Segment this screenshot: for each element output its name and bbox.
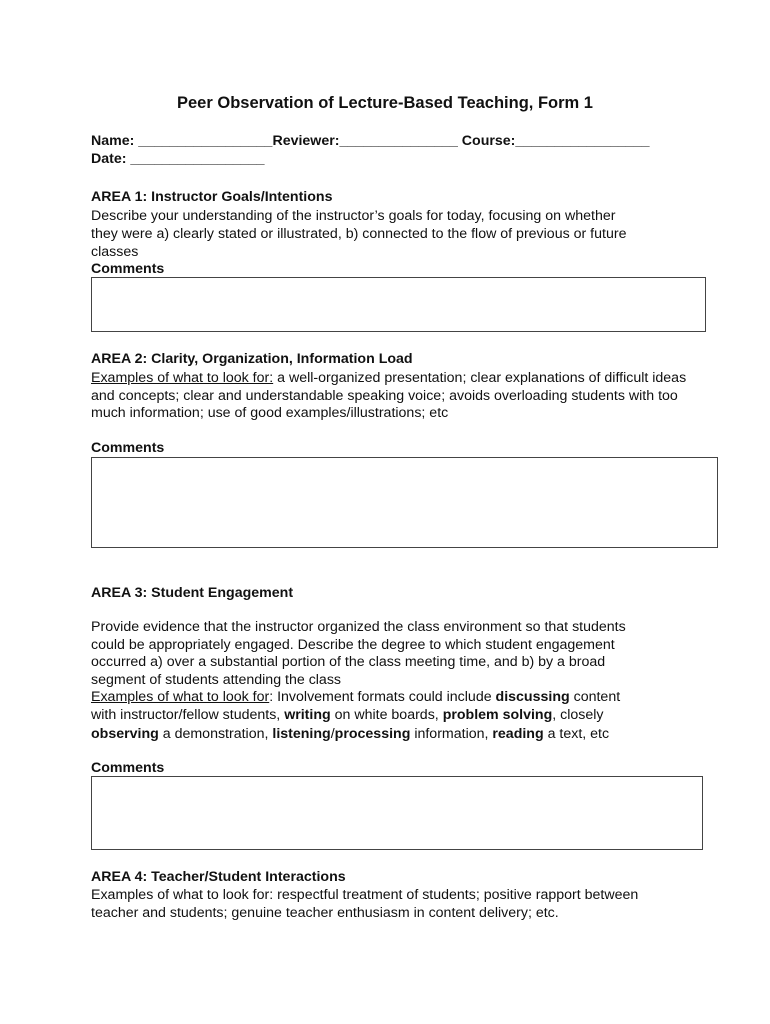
area3-text-line: could be appropriately engaged. Describe the degree to which student engagement xyxy=(91,637,615,653)
area2-text-line: and concepts; clear and understandable speaking voice; avoids overloading students with too xyxy=(91,388,678,404)
text-span: on white boards, xyxy=(330,707,443,723)
text-span: , closely xyxy=(552,707,604,723)
name-field[interactable]: Name: _________________ xyxy=(91,133,273,149)
text-span: / xyxy=(330,726,335,742)
text-span: a text, etc xyxy=(543,726,610,742)
text-span: : Involvement formats could include xyxy=(269,689,496,705)
area1-comments-box[interactable] xyxy=(91,277,706,332)
area3-heading: AREA 3: Student Engagement xyxy=(91,585,294,601)
area2-heading: AREA 2: Clarity, Organization, Information Load xyxy=(91,351,413,367)
area1-comments-label: Comments xyxy=(91,261,165,277)
area3-text-line: segment of students attending the class xyxy=(91,672,342,688)
area1-heading: AREA 1: Instructor Goals/Intentions xyxy=(91,189,333,205)
area2-text-line: much information; use of good examples/illustrations; etc xyxy=(91,405,449,421)
area4-text-line: teacher and students; genuine teacher enthusiasm in content delivery; etc. xyxy=(91,905,559,921)
reviewer-field[interactable]: Reviewer:_______________ xyxy=(272,133,458,149)
text-span: with instructor/fellow students, xyxy=(91,707,285,723)
area3-examples-line xyxy=(91,725,609,743)
course-field[interactable]: Course:_________________ xyxy=(461,133,650,149)
area1-text-line: Describe your understanding of the instructor’s goals for today, focusing on whether xyxy=(91,208,616,224)
area2-text-span: a well-organized presentation; clear explanations of difficult ideas xyxy=(273,370,687,386)
area4-heading: AREA 4: Teacher/Student Interactions xyxy=(91,869,346,885)
text-span: listening xyxy=(272,726,331,742)
area2-text-line xyxy=(91,369,686,387)
area2-comments-box[interactable] xyxy=(91,457,718,548)
area3-examples-label: Examples of what to look for xyxy=(91,689,270,705)
text-span: a demonstration, xyxy=(158,726,273,742)
header-row xyxy=(91,132,650,150)
text-span: problem solving xyxy=(442,707,553,723)
area3-comments-label: Comments xyxy=(91,760,165,776)
date-field[interactable]: Date: _________________ xyxy=(91,151,265,167)
text-span: discussing xyxy=(495,689,570,705)
area4-text-line: Examples of what to look for: respectful treatment of students; positive rapport between xyxy=(91,887,639,903)
text-span: processing xyxy=(334,726,411,742)
text-span: information, xyxy=(410,726,493,742)
page-title: Peer Observation of Lecture-Based Teaching, Form 1 xyxy=(177,94,593,112)
text-span: writing xyxy=(284,707,331,723)
area3-text-line: occurred a) over a substantial portion of the class meeting time, and b) by a broad xyxy=(91,654,606,670)
text-span: observing xyxy=(91,726,159,742)
area2-examples-label: Examples of what to look for: xyxy=(91,370,274,386)
area3-examples-line xyxy=(91,706,604,724)
text-span: content xyxy=(569,689,621,705)
area3-examples-line xyxy=(91,688,620,706)
area3-text-line: Provide evidence that the instructor organized the class environment so that students xyxy=(91,619,626,635)
area1-text-line: classes xyxy=(91,244,139,260)
area3-comments-box[interactable] xyxy=(91,776,703,850)
text-span: reading xyxy=(492,726,544,742)
area1-text-line: they were a) clearly stated or illustrated, b) connected to the flow of previous or future xyxy=(91,226,627,242)
area2-comments-label: Comments xyxy=(91,440,165,456)
